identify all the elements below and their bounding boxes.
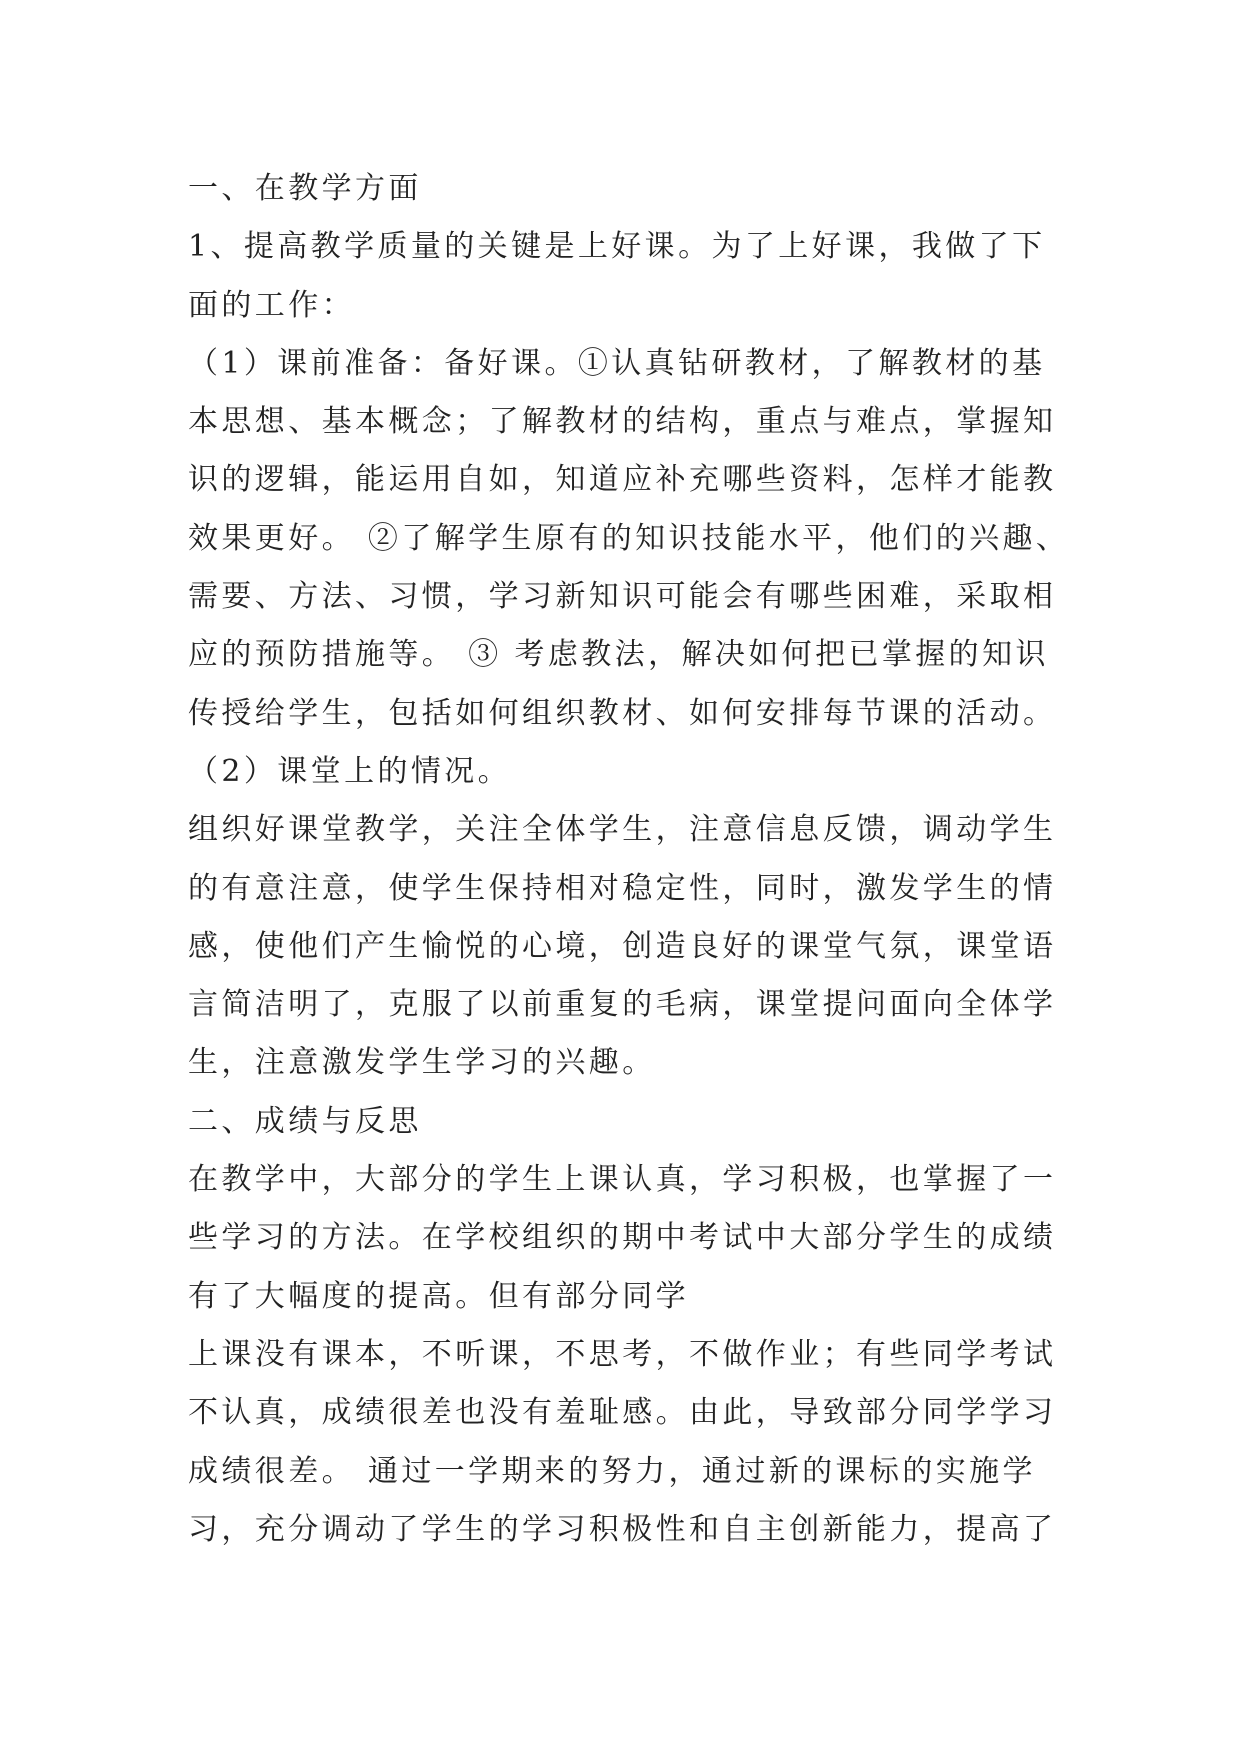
text-line: 有了大幅度的提高。但有部分同学 <box>188 1278 689 1314</box>
text-line: 本思想、基本概念；了解教材的结构，重点与难点，掌握知 <box>188 404 1057 440</box>
text-line: 不认真，成绩很差也没有羞耻感。由此，导致部分同学学习 <box>188 1395 1057 1431</box>
text-line: 面的工作： <box>188 287 355 323</box>
text-line: 1、提高教学质量的关键是上好课。为了上好课，我做了下 <box>188 229 1046 265</box>
text-line: 组织好课堂教学，关注全体学生，注意信息反馈，调动学生 <box>188 812 1057 848</box>
text-line: 成绩很差。 通过一学期来的努力，通过新的课标的实施学 <box>188 1453 1036 1489</box>
text-line: 上课没有课本，不听课，不思考，不做作业；有些同学考试 <box>188 1336 1057 1372</box>
subheading-classroom: （2）课堂上的情况。 <box>188 753 512 789</box>
text-line: 生，注意激发学生学习的兴趣。 <box>188 1045 656 1081</box>
text-line: 在教学中，大部分的学生上课认真，学习积极，也掌握了一 <box>188 1162 1057 1198</box>
section-heading-teaching: 一、在教学方面 <box>188 171 422 206</box>
text-line: 应的预防措施等。 ③ 考虑教法，解决如何把已掌握的知识 <box>188 637 1049 673</box>
text-line: 的有意注意，使学生保持相对稳定性，同时，激发学生的情 <box>188 870 1057 906</box>
text-line: 习，充分调动了学生的学习积极性和自主创新能力，提高了 <box>188 1511 1057 1547</box>
text-line: 识的逻辑，能运用自如，知道应补充哪些资料，怎样才能教 <box>188 462 1057 498</box>
text-line: 言简洁明了，克服了以前重复的毛病，课堂提问面向全体学 <box>188 987 1057 1023</box>
text-line: 需要、方法、习惯，学习新知识可能会有哪些困难，采取相 <box>188 579 1057 615</box>
text-line: 传授给学生，包括如何组织教材、如何安排每节课的活动。 <box>188 695 1057 731</box>
section-heading-results: 二、成绩与反思 <box>188 1103 422 1139</box>
text-line: 效果更好。 ②了解学生原有的知识技能水平，他们的兴趣、 <box>188 520 1070 556</box>
text-line: 些学习的方法。在学校组织的期中考试中大部分学生的成绩 <box>188 1220 1057 1256</box>
text-line: （1）课前准备：备好课。①认真钻研教材，了解教材的基 <box>188 345 1046 381</box>
document-body <box>188 160 1088 1559</box>
text-line: 感，使他们产生愉悦的心境，创造良好的课堂气氛，课堂语 <box>188 928 1057 964</box>
